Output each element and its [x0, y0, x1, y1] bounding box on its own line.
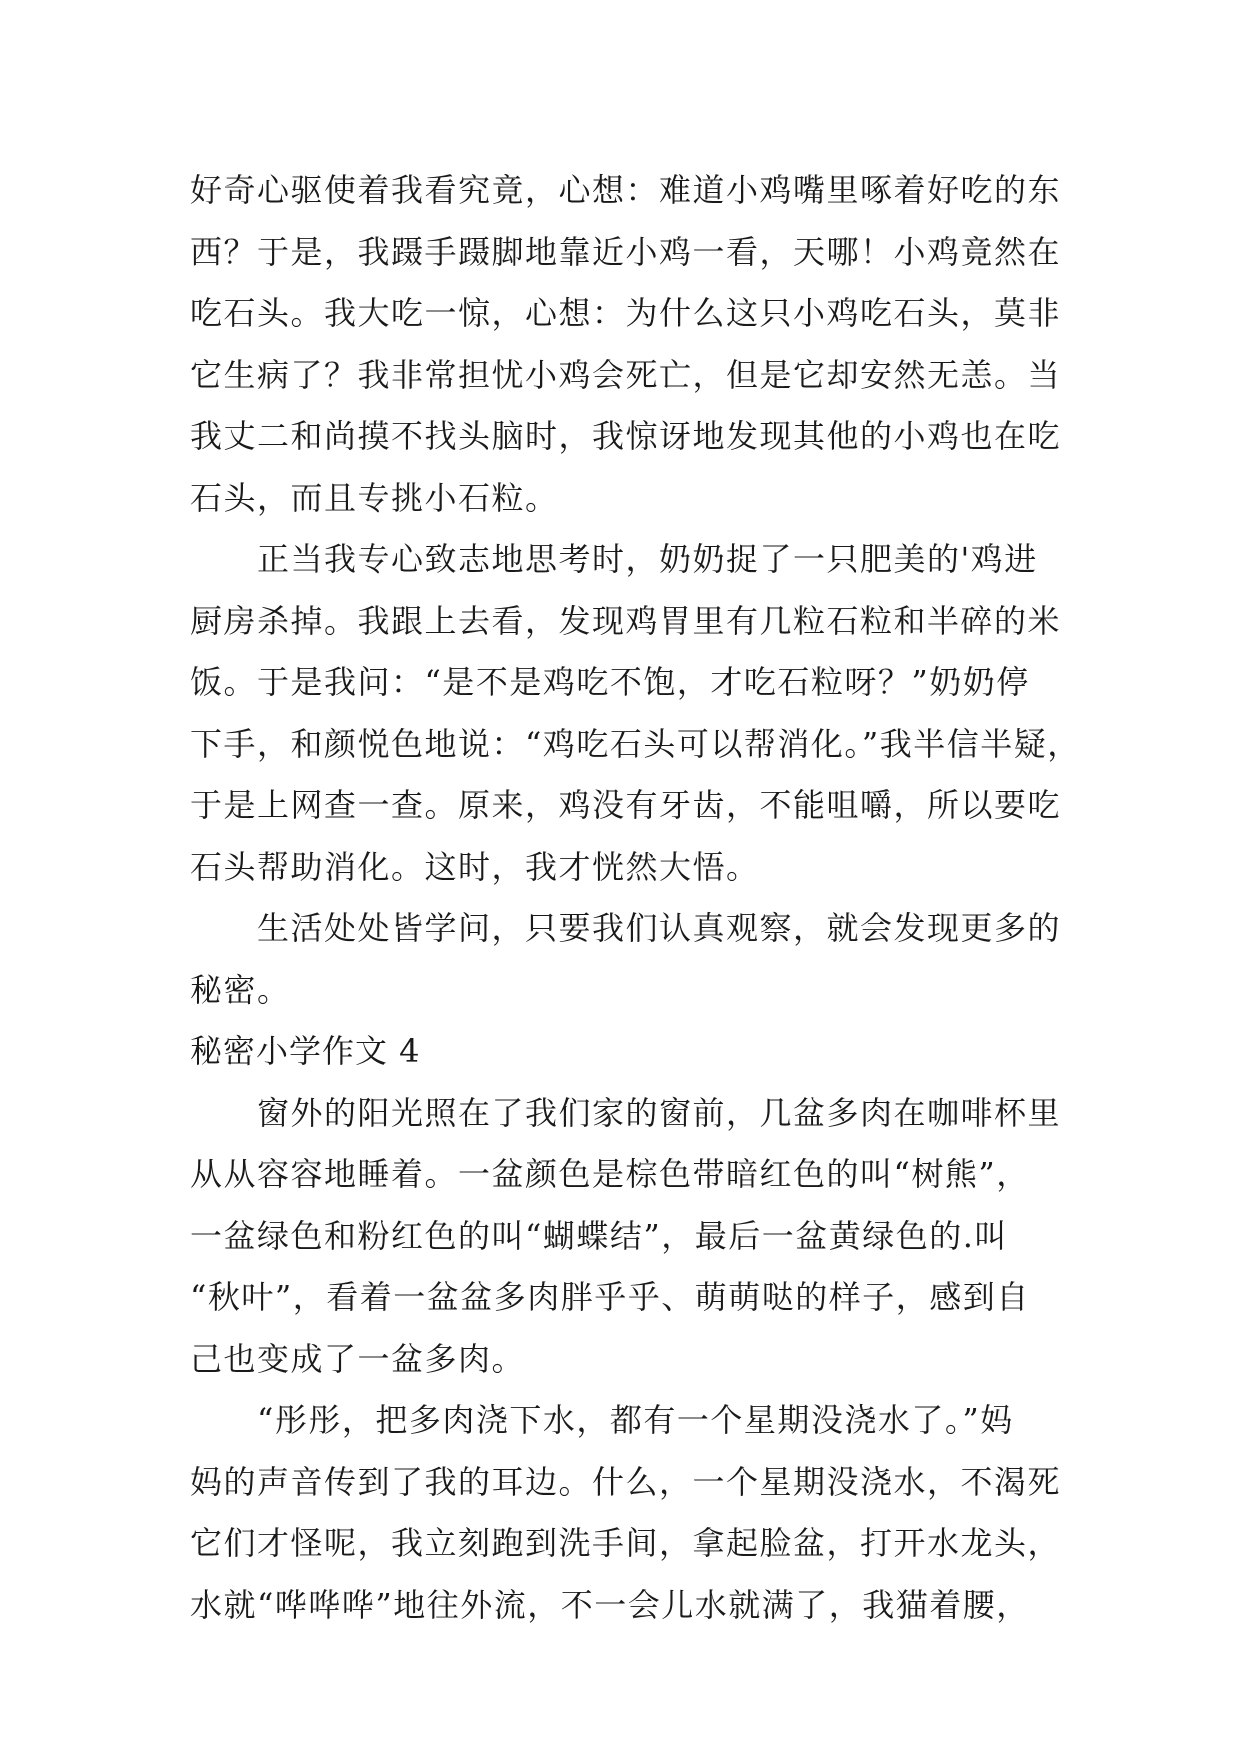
paragraph-line: 生活处处皆学问，只要我们认真观察，就会发现更多的	[190, 909, 1062, 947]
paragraph-line: 好奇心驱使着我看究竟，心想：难道小鸡嘴里啄着好吃的东	[190, 171, 1062, 209]
paragraph-line: 它们才怪呢，我立刻跑到洗手间，拿起脸盆，打开水龙头，	[190, 1524, 1062, 1562]
paragraph-line: 西？于是，我蹑手蹑脚地靠近小鸡一看，天哪！小鸡竟然在	[190, 232, 1062, 271]
paragraph-line: 从从容容地睡着。一盆颜色是棕色带暗红色的叫“树熊”，	[190, 1155, 1030, 1193]
paragraph-line: 正当我专心致志地思考时，奶奶捉了一只肥美的'鸡进	[190, 540, 1038, 578]
paragraph-line: 一盆绿色和粉红色的叫“蝴蝶结”，最后一盆黄绿色的.叫	[190, 1216, 1008, 1255]
paragraph-line: 窗外的阳光照在了我们家的窗前，几盆多肉在咖啡杯里	[190, 1093, 1062, 1132]
paragraph-line: 己也变成了一盆多肉。	[190, 1339, 526, 1378]
paragraph-line: 秘密。	[190, 970, 291, 1009]
document-body	[190, 160, 1081, 1636]
paragraph-line: 饭。于是我问：“是不是鸡吃不饱，才吃石粒呀？”奶奶停	[190, 663, 1030, 701]
paragraph-line: 于是上网查一查。原来，鸡没有牙齿，不能咀嚼，所以要吃	[190, 786, 1062, 824]
paragraph-line: 它生病了？我非常担忧小鸡会死亡，但是它却安然无恙。当	[190, 355, 1062, 394]
paragraph-line: 石头帮助消化。这时，我才恍然大悟。	[190, 847, 760, 886]
paragraph-line: 我丈二和尚摸不找头脑时，我惊讶地发现其他的小鸡也在吃	[190, 417, 1062, 455]
paragraph-line: 厨房杀掉。我跟上去看，发现鸡胃里有几粒石粒和半碎的米	[190, 601, 1062, 640]
section-heading: 秘密小学作文 4	[190, 1032, 421, 1070]
paragraph-line: 水就“哗哗哗”地往外流，不一会儿水就满了，我猫着腰，	[190, 1585, 1030, 1624]
paragraph-line: 吃石头。我大吃一惊，心想：为什么这只小鸡吃石头，莫非	[190, 294, 1062, 332]
paragraph-line: “秋叶”，看着一盆盆多肉胖乎乎、萌萌哒的样子，感到自	[190, 1278, 1030, 1316]
paragraph-line: 妈的声音传到了我的耳边。什么，一个星期没浇水，不渴死	[190, 1462, 1062, 1501]
paragraph-line: 石头，而且专挑小石粒。	[190, 478, 559, 517]
paragraph-line: “彤彤，把多肉浇下水，都有一个星期没浇水了。”妈	[190, 1401, 1014, 1439]
paragraph-line: 下手，和颜悦色地说：“鸡吃石头可以帮消化。”我半信半疑，	[190, 724, 1081, 763]
